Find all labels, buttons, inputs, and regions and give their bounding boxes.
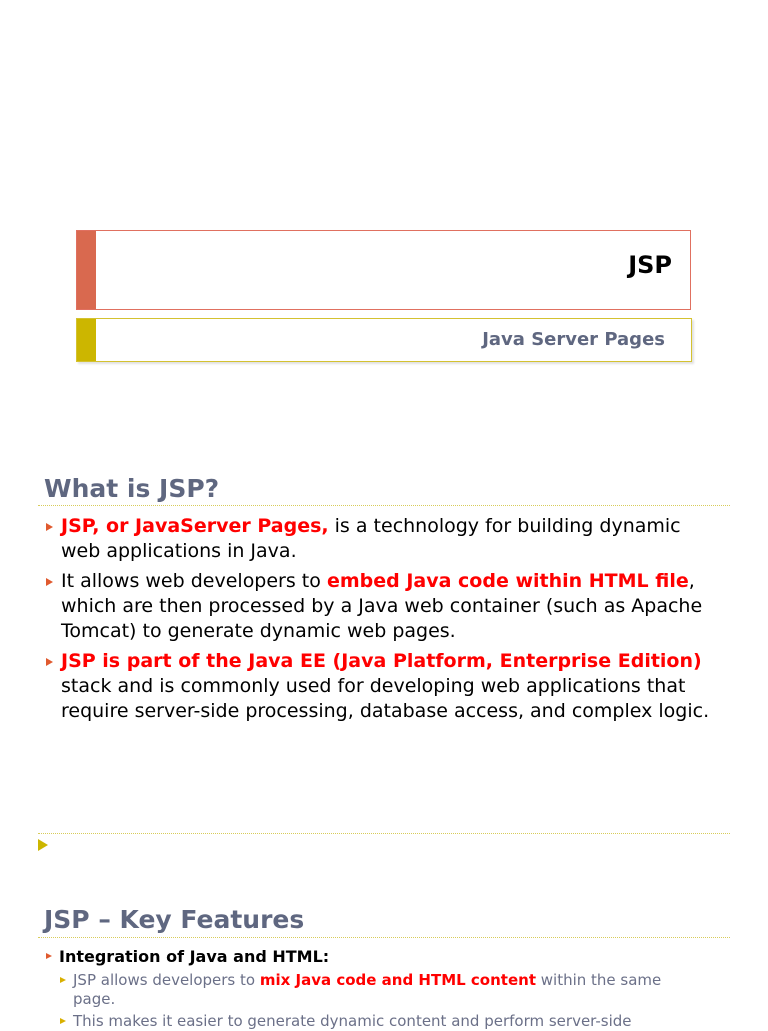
bullet-highlight: embed Java code within HTML file [326, 570, 689, 592]
sub-bullet-arrow-icon [60, 1018, 66, 1024]
bullet-arrow-icon [46, 578, 53, 586]
sub-bullet-rest: within the same page. [73, 971, 662, 1008]
what-is-heading: What is JSP? [44, 474, 220, 503]
title-box [76, 230, 691, 310]
bullet-highlight: JSP, or JavaServer Pages, [61, 515, 329, 537]
sub-bullet-text [73, 971, 708, 1009]
bullet-item [42, 514, 714, 564]
heading-divider [38, 937, 730, 938]
sub-bullet-item [58, 1012, 708, 1031]
bullet-arrow-icon [46, 953, 52, 959]
feature-item [42, 947, 722, 966]
sub-bullet-text: This makes it easier to generate dynamic content and perform server-side [73, 1012, 632, 1030]
heading-divider [38, 505, 730, 506]
bullet-item [42, 569, 714, 644]
bullet-rest: stack and is commonly used for developing web applications that require server-side processing, database access, and complex logic. [61, 675, 710, 722]
slide-title: JSP [628, 251, 672, 279]
play-arrow-icon [38, 839, 48, 851]
bullet-arrow-icon [46, 523, 53, 531]
key-features-heading: JSP – Key Features [44, 905, 305, 934]
bullet-text [61, 514, 714, 564]
subtitle-accent-bar [77, 319, 96, 361]
title-slide [0, 0, 768, 440]
bullet-rest: is a technology for building dynamic web applications in Java. [61, 515, 681, 562]
bullet-text [61, 569, 714, 644]
bullet-pre: It allows web developers to [61, 570, 327, 592]
bullet-highlight: JSP is part of the Java EE (Java Platform, Enterprise Edition) [61, 650, 702, 672]
feature-item-label: Integration of Java and HTML: [59, 947, 330, 966]
bullet-arrow-icon [46, 658, 53, 666]
title-accent-bar [77, 231, 96, 309]
sub-bullet-pre: JSP allows developers to [73, 971, 260, 989]
slide-subtitle: Java Server Pages [482, 329, 665, 350]
sub-bullet-item [58, 971, 708, 1009]
subtitle-box [76, 318, 692, 362]
sub-bullet-highlight: mix Java code and HTML content [259, 971, 536, 989]
bullet-item [42, 649, 714, 724]
bullet-text [61, 649, 714, 724]
sub-bullet-arrow-icon [60, 977, 66, 983]
slide-footer-divider [38, 833, 730, 834]
bullet-rest: , which are then processed by a Java web container (such as Apache Tomcat) to generate dynamic web pages. [61, 570, 703, 642]
